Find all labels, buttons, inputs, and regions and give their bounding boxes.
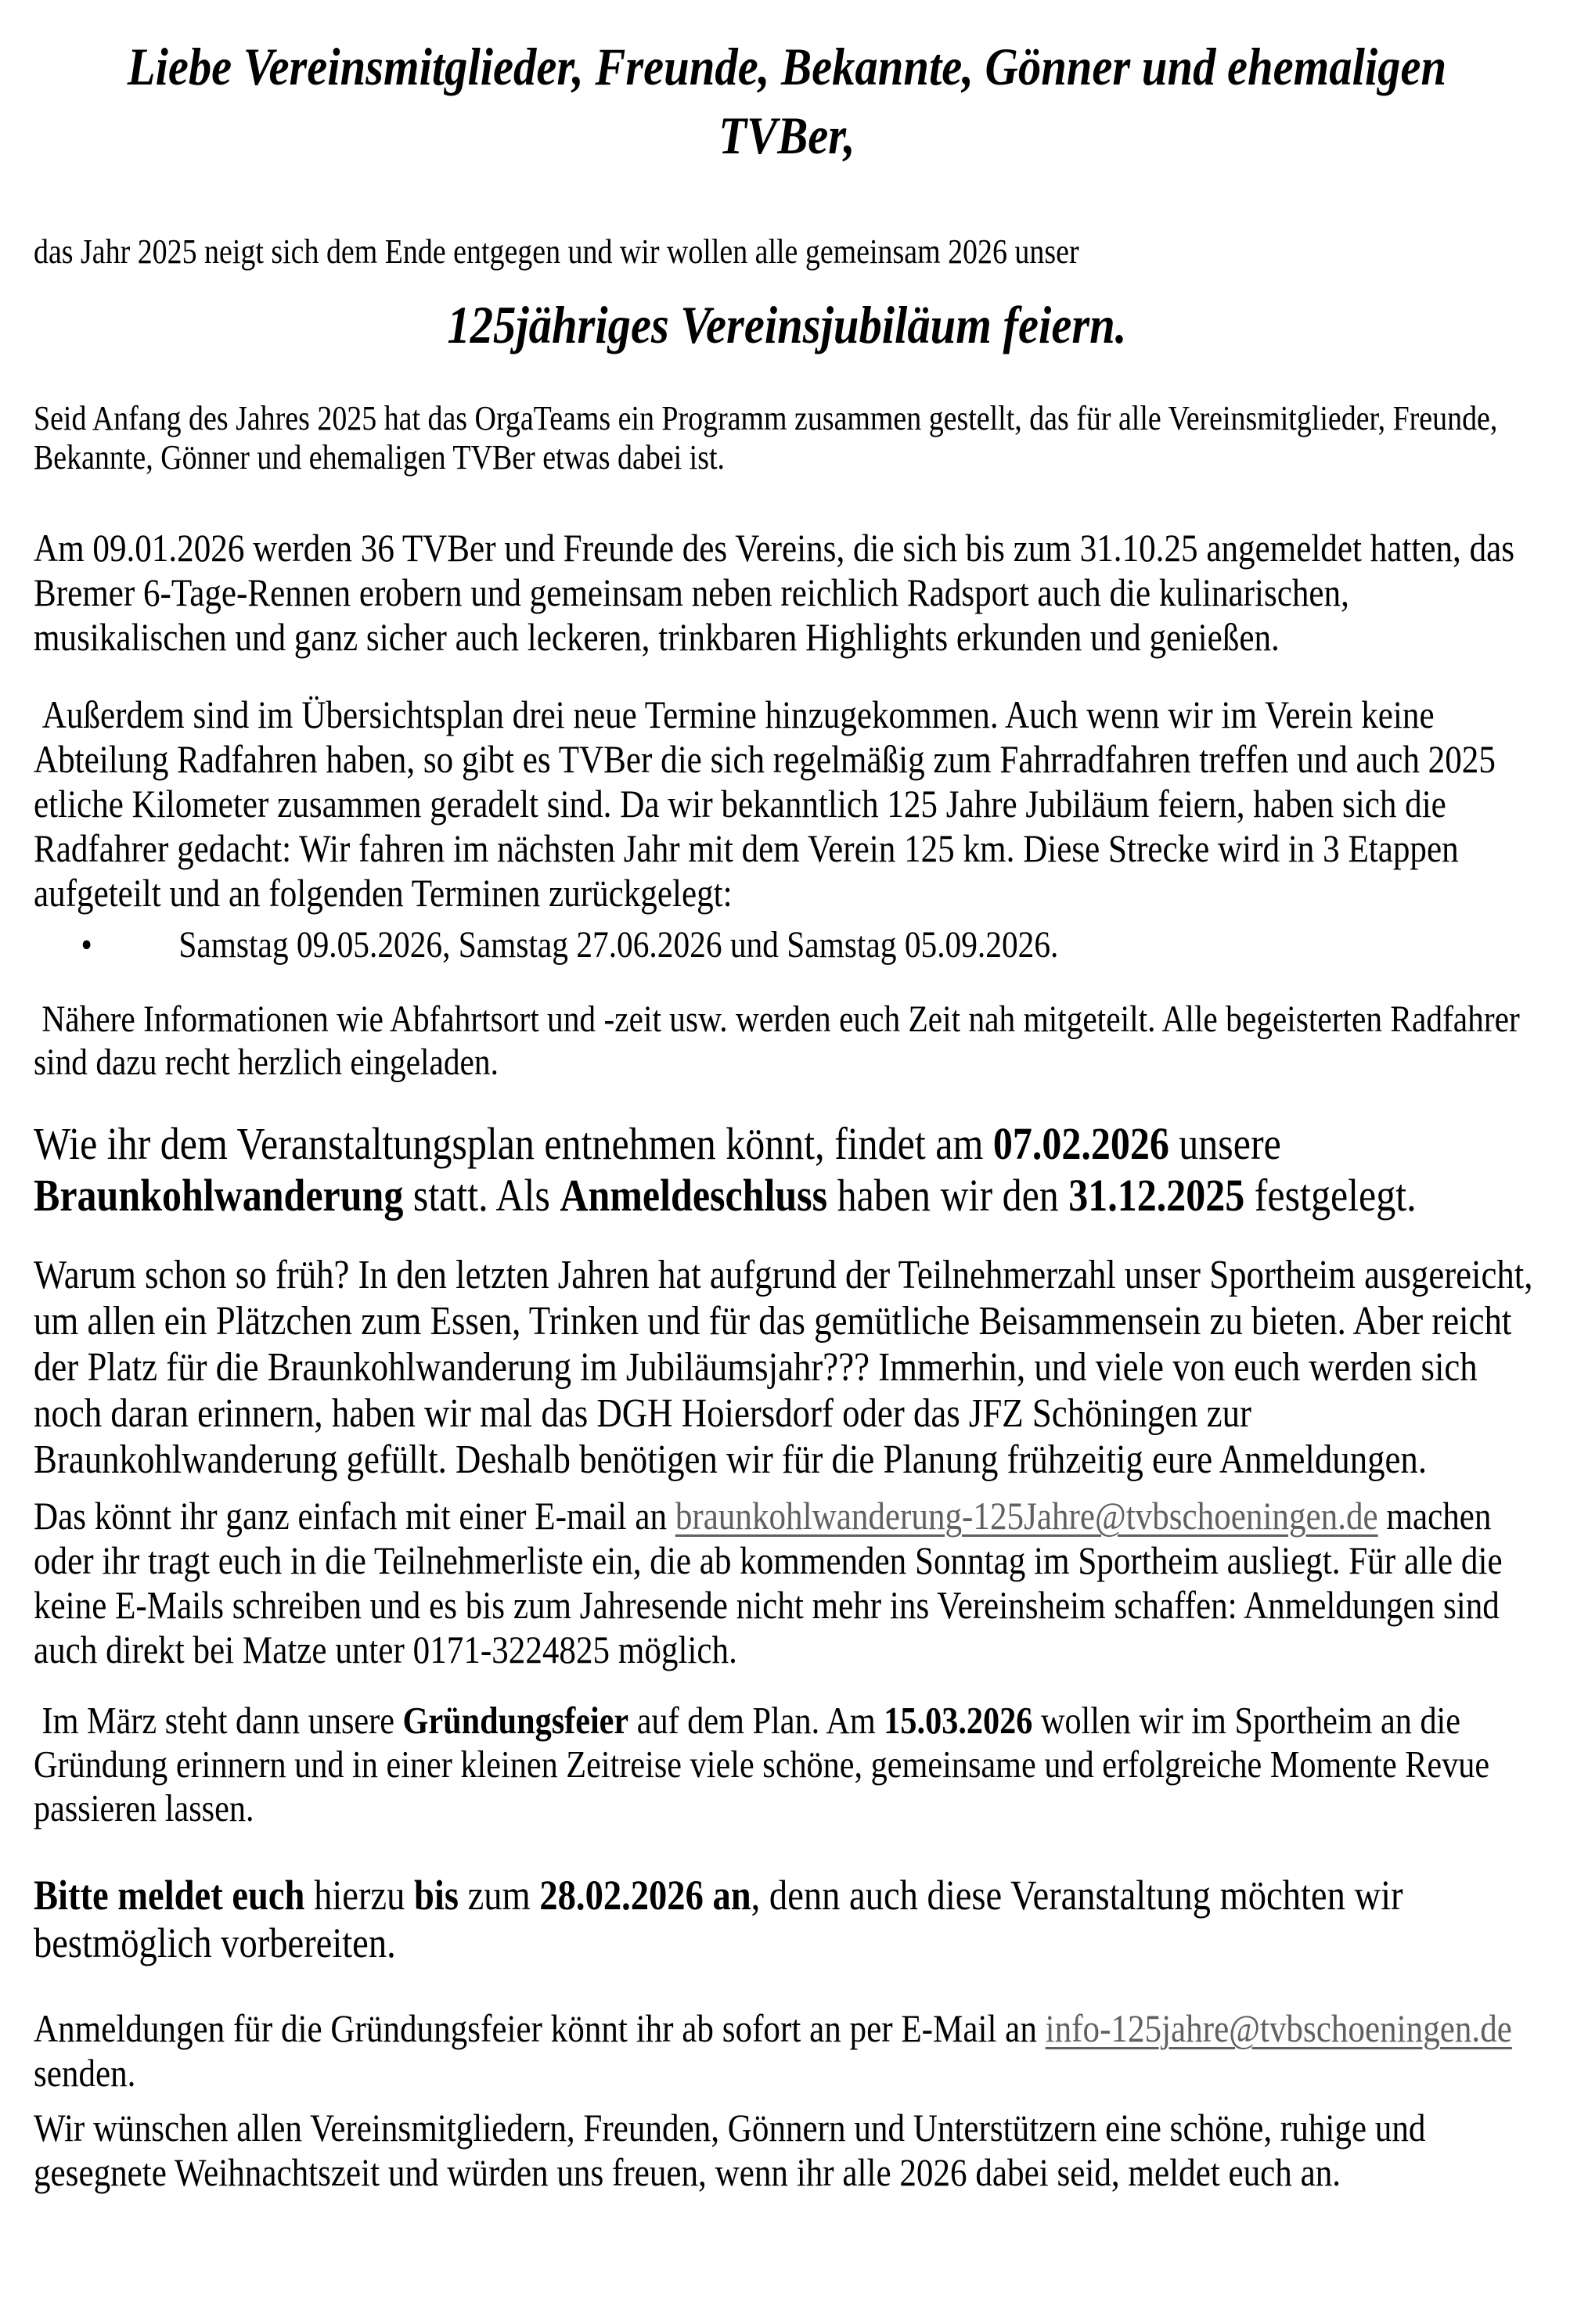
text-run: hierzu: [304, 1872, 415, 1919]
paragraph: [34, 1872, 1540, 1967]
text-run: Warum schon so früh? In den letzten Jahren hat aufgrund der Teilnehmerzahl unser Sportheim ausgereicht, um allen ein Plätzchen zum Essen, Trinken und für das gemütliche Beisammensein zu bieten. Aber reicht der Platz für die Braunkohlwanderung im Jubiläumsjahr??? Immerhin, und viele von euch werden sich noch daran erinnern, haben wir mal das DGH Hoiersdorf oder das JFZ Schöningen zur Braunkohlwanderung gefüllt. Deshalb benötigen wir für die Planung frühzeitig eure Anmeldungen.: [34, 1253, 1542, 1482]
text-run: Samstag 09.05.2026, Samstag 27.06.2026 und Samstag 05.09.2026.: [178, 924, 1059, 966]
bullet-text: [178, 924, 1058, 966]
text-run: Seid Anfang des Jahres 2025 hat das OrgaTeams ein Programm zusammen gestellt, das für alle Vereinsmitglieder, Freunde, Bekannte, Gönner und ehemaligen TVBer etwas dabei ist.: [34, 399, 1505, 477]
text-run: unsere: [1168, 1118, 1291, 1169]
text-run: , denn auch diese Veranstaltung möchten wir bestmöglich vorbereiten.: [34, 1872, 1413, 1966]
paragraph: [34, 2106, 1540, 2195]
text-run: haben wir den: [827, 1170, 1069, 1221]
text-run: auf dem Plan. Am: [628, 1699, 884, 1742]
text-run: Im März steht dann unsere: [34, 1699, 403, 1742]
text-run: zum: [458, 1872, 540, 1919]
paragraph: [34, 232, 1540, 272]
text-run: senden.: [34, 2006, 1521, 2095]
bold-text-run: 31.12.2025: [1068, 1170, 1245, 1221]
text-run: 125jähriges Vereinsjubiläum feiern.: [447, 295, 1127, 354]
paragraph: [34, 693, 1540, 916]
text-run: Anmeldungen für die Gründungsfeier könnt ihr ab sofort an per E-Mail an: [34, 2006, 1046, 2050]
paragraph: [34, 2006, 1540, 2096]
email-link[interactable]: braunkohlwanderung-125Jahre@tvbschoeningen.de: [675, 1494, 1378, 1538]
text-run: Wir wünschen allen Vereinsmitgliedern, Freunden, Gönnern und Unterstützern eine schöne, ruhige und gesegnete Weihnachtszeit und würden uns freuen, wenn ihr alle 2026 dabei seid, meldet euch an.: [34, 2106, 1435, 2194]
text-run: machen oder ihr tragt euch in die Teilnehmerliste ein, die ab kommenden Sonntag im Sportheim ausliegt. Für alle die keine E-Mails schreiben und es bis zum Jahresende nicht mehr ins Vereinsheim schaffen: Anmeldungen sind auch direkt bei Matze unter 0171-3224825 möglich.: [34, 1494, 1511, 1671]
paragraph: [34, 1699, 1540, 1830]
bold-text-run: 28.02.2026 an: [539, 1872, 751, 1919]
document-title: Liebe Vereinsmitglieder, Freunde, Bekannte, Gönner und ehemaligen TVBer,: [127, 37, 1447, 165]
bold-text-run: Gründungsfeier: [402, 1699, 629, 1742]
text-run: statt. Als: [403, 1170, 560, 1221]
bold-text-run: 07.02.2026: [992, 1118, 1169, 1169]
bullet-icon: •: [81, 924, 92, 966]
paragraph: [34, 1118, 1540, 1221]
bold-text-run: 15.03.2026: [884, 1699, 1033, 1742]
text-run: Nähere Informationen wie Abfahrtsort und -zeit usw. werden euch Zeit nah mitgeteilt. Alle begeisterten Radfahrer sind dazu recht herzlich eingeladen.: [34, 998, 1529, 1083]
newsletter-document: [34, 32, 1540, 2195]
bold-text-run: Anmeldeschluss: [560, 1170, 828, 1221]
bold-text-run: bis: [414, 1872, 459, 1919]
paragraph: [34, 526, 1540, 660]
text-run: festgelegt.: [1244, 1170, 1417, 1221]
paragraph: [34, 1494, 1540, 1672]
bold-text-run: Bitte meldet euch: [34, 1872, 305, 1919]
paragraph: [34, 998, 1540, 1084]
text-run: Das könnt ihr ganz einfach mit einer E-mail an: [34, 1494, 675, 1538]
paragraph: [34, 1252, 1540, 1483]
bold-text-run: Braunkohlwanderung: [34, 1170, 404, 1221]
text-run: Außerdem sind im Übersichtsplan drei neue Termine hinzugekommen. Auch wenn wir im Verein keine Abteilung Radfahren haben, so gibt es TVBer die sich regelmäßig zum Fahrradfahren treffen und auch 2025 etliche Kilometer zusammen geradelt sind. Da wir bekanntlich 125 Jahre Jubiläum feiern, haben sich die Radfahrer gedacht: Wir fahren im nächsten Jahr mit dem Verein 125 km. Diese Strecke wird in 3 Etappen aufgeteilt und an folgenden Terminen zurückgelegt:: [34, 693, 1504, 915]
section-heading: [34, 297, 1540, 353]
text-run: Wie ihr dem Veranstaltungsplan entnehmen könnt, findet am: [34, 1118, 993, 1169]
document-page: [34, 0, 1540, 2195]
text-run: Am 09.01.2026 werden 36 TVBer und Freunde des Vereins, die sich bis zum 31.10.25 angemeldet hatten, das Bremer 6-Tage-Rennen erobern und gemeinsam neben reichlich Radsport auch die kulinarischen, musikalischen und ganz sicher auch leckeren, trinkbaren Highlights erkunden und genießen.: [34, 526, 1523, 659]
text-run: das Jahr 2025 neigt sich dem Ende entgegen und wir wollen alle gemeinsam 2026 unser: [34, 232, 1079, 271]
email-link[interactable]: info-125jahre@tvbschoeningen.de: [1045, 2006, 1512, 2050]
text-run: wollen wir im Sportheim an die Gründung erinnern und in einer kleinen Zeitreise viele schöne, gemeinsame und erfolgreiche Momente Revue passieren lassen.: [34, 1699, 1498, 1829]
paragraph: [34, 399, 1540, 477]
bullet-list-item: [34, 923, 1540, 966]
